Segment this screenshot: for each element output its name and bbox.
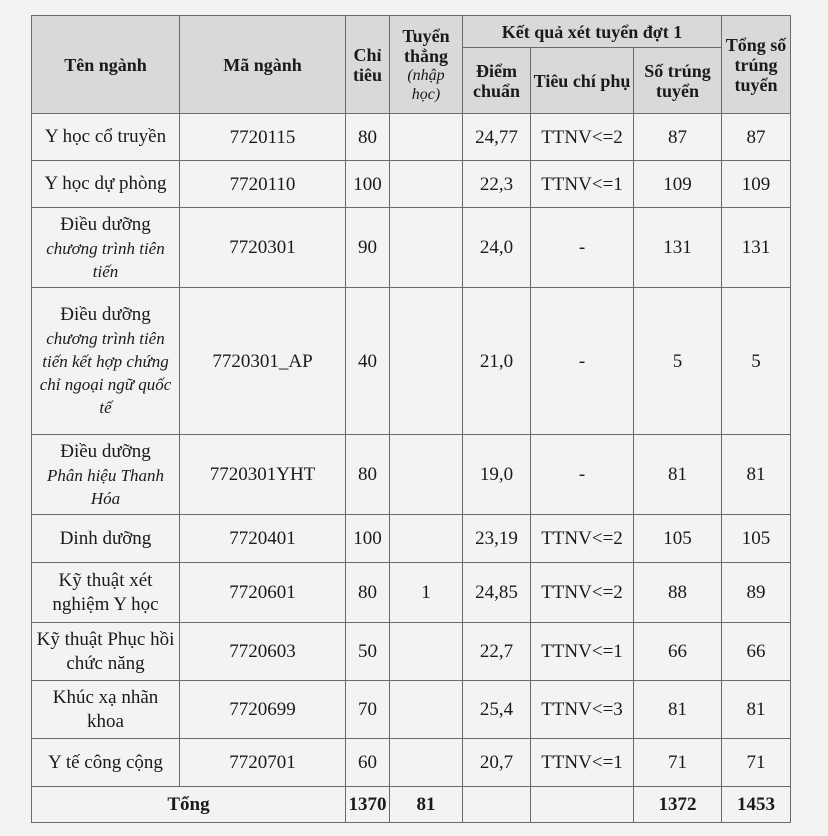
cell-direct (390, 515, 463, 563)
cell-total: 109 (722, 161, 791, 208)
table-row (32, 114, 791, 161)
cell-cutoff: 24,77 (463, 114, 531, 161)
header-cutoff: Điểm chuẩn (463, 48, 531, 114)
cell-total: 89 (722, 563, 791, 623)
cell-admitted: 5 (634, 288, 722, 435)
major-name: Y học cổ truyền (44, 126, 167, 147)
cell-quota: 90 (346, 208, 390, 288)
cell-direct (390, 739, 463, 787)
cell-direct (390, 681, 463, 739)
cell-quota: 80 (346, 435, 390, 515)
major-name-note: Phân hiệu Thanh Hóa (46, 465, 165, 508)
cell-criterion: - (531, 435, 634, 515)
table-row (32, 161, 791, 208)
cell-name (32, 208, 180, 288)
cell-cutoff: 22,7 (463, 623, 531, 681)
cell-code: 7720603 (180, 623, 346, 681)
cell-code: 7720401 (180, 515, 346, 563)
cell-admitted: 88 (634, 563, 722, 623)
cell-quota: 100 (346, 515, 390, 563)
totals-cutoff-empty (463, 787, 531, 823)
major-name: Dinh dưỡng (59, 527, 152, 549)
major-name-note: chương trình tiên tiến kết hợp chứng chỉ ngoại ngữ quốc tế (39, 329, 172, 417)
cell-admitted: 81 (634, 681, 722, 739)
cell-admitted: 131 (634, 208, 722, 288)
cell-direct (390, 114, 463, 161)
header-name: Tên ngành (32, 16, 180, 114)
cell-total: 131 (722, 208, 791, 288)
header-code: Mã ngành (180, 16, 346, 114)
totals-label: Tổng (32, 787, 346, 823)
cell-direct (390, 208, 463, 288)
major-name: Điều dưỡng (60, 440, 151, 462)
major-name: Điều dưỡng (60, 213, 151, 235)
table-row (32, 563, 791, 623)
cell-quota: 80 (346, 114, 390, 161)
cell-criterion: TTNV<=2 (531, 515, 634, 563)
header-criterion: Tiêu chí phụ (531, 48, 634, 114)
cell-total: 5 (722, 288, 791, 435)
cell-cutoff: 23,19 (463, 515, 531, 563)
cell-total: 81 (722, 435, 791, 515)
totals-total: 1453 (722, 787, 791, 823)
cell-criterion: TTNV<=2 (531, 563, 634, 623)
major-name: Điều dưỡng (60, 304, 151, 325)
cell-code: 7720601 (180, 563, 346, 623)
major-name-note: chương trình tiên tiến (46, 238, 165, 281)
cell-cutoff: 24,85 (463, 563, 531, 623)
cell-admitted: 71 (634, 739, 722, 787)
cell-cutoff: 24,0 (463, 208, 531, 288)
cell-criterion: - (531, 288, 634, 435)
table-row (32, 515, 791, 563)
cell-cutoff: 25,4 (463, 681, 531, 739)
major-name: Y học dự phòng (44, 173, 167, 194)
totals-admitted: 1372 (634, 787, 722, 823)
cell-direct (390, 288, 463, 435)
cell-criterion: TTNV<=1 (531, 739, 634, 787)
major-name: Kỹ thuật Phục hồi chức năng (36, 628, 175, 674)
header-direct-note: (nhập học) (407, 66, 445, 103)
cell-admitted: 105 (634, 515, 722, 563)
cell-quota: 50 (346, 623, 390, 681)
cell-code: 7720301_AP (180, 288, 346, 435)
cell-admitted: 81 (634, 435, 722, 515)
cell-criterion: TTNV<=1 (531, 161, 634, 208)
cell-criterion: TTNV<=1 (531, 623, 634, 681)
cell-name (32, 739, 180, 787)
major-name: Khúc xạ nhãn khoa (52, 686, 159, 732)
header-quota: Chỉ tiêu (346, 16, 390, 114)
table-row (32, 435, 791, 515)
major-name: Kỹ thuật xét nghiệm Y học (52, 569, 159, 615)
cell-name (32, 563, 180, 623)
header-round-group: Kết quả xét tuyển đợt 1 (463, 16, 722, 48)
cell-total: 105 (722, 515, 791, 563)
cell-name (32, 681, 180, 739)
totals-quota: 1370 (346, 787, 390, 823)
cell-direct (390, 161, 463, 208)
cell-name (32, 515, 180, 563)
cell-criterion: - (531, 208, 634, 288)
cell-name (32, 435, 180, 515)
cell-direct (390, 435, 463, 515)
totals-direct: 81 (390, 787, 463, 823)
header-total-admitted: Tổng số trúng tuyển (722, 16, 791, 114)
cell-direct: 1 (390, 563, 463, 623)
cell-direct (390, 623, 463, 681)
cell-cutoff: 22,3 (463, 161, 531, 208)
totals-row (32, 787, 791, 823)
header-admitted: Số trúng tuyển (634, 48, 722, 114)
cell-code: 7720110 (180, 161, 346, 208)
major-name: Y tế công cộng (48, 751, 163, 773)
admission-results-table (31, 15, 791, 823)
header-direct-label: Tuyển thẳng (402, 25, 450, 66)
cell-quota: 40 (346, 288, 390, 435)
cell-cutoff: 20,7 (463, 739, 531, 787)
cell-name (32, 161, 180, 208)
cell-admitted: 109 (634, 161, 722, 208)
cell-name (32, 288, 180, 435)
cell-admitted: 87 (634, 114, 722, 161)
cell-total: 71 (722, 739, 791, 787)
totals-criterion-empty (531, 787, 634, 823)
cell-code: 7720115 (180, 114, 346, 161)
table-body (32, 114, 791, 787)
table-row (32, 288, 791, 435)
cell-name (32, 623, 180, 681)
table-row (32, 208, 791, 288)
cell-total: 87 (722, 114, 791, 161)
cell-code: 7720699 (180, 681, 346, 739)
cell-code: 7720701 (180, 739, 346, 787)
cell-code: 7720301 (180, 208, 346, 288)
cell-criterion: TTNV<=2 (531, 114, 634, 161)
cell-total: 81 (722, 681, 791, 739)
cell-cutoff: 19,0 (463, 435, 531, 515)
cell-quota: 100 (346, 161, 390, 208)
cell-cutoff: 21,0 (463, 288, 531, 435)
table-row (32, 739, 791, 787)
cell-total: 66 (722, 623, 791, 681)
cell-code: 7720301YHT (180, 435, 346, 515)
table-row (32, 681, 791, 739)
cell-quota: 70 (346, 681, 390, 739)
table-row (32, 623, 791, 681)
cell-quota: 80 (346, 563, 390, 623)
cell-quota: 60 (346, 739, 390, 787)
cell-admitted: 66 (634, 623, 722, 681)
header-direct (390, 16, 463, 114)
cell-name (32, 114, 180, 161)
cell-criterion: TTNV<=3 (531, 681, 634, 739)
